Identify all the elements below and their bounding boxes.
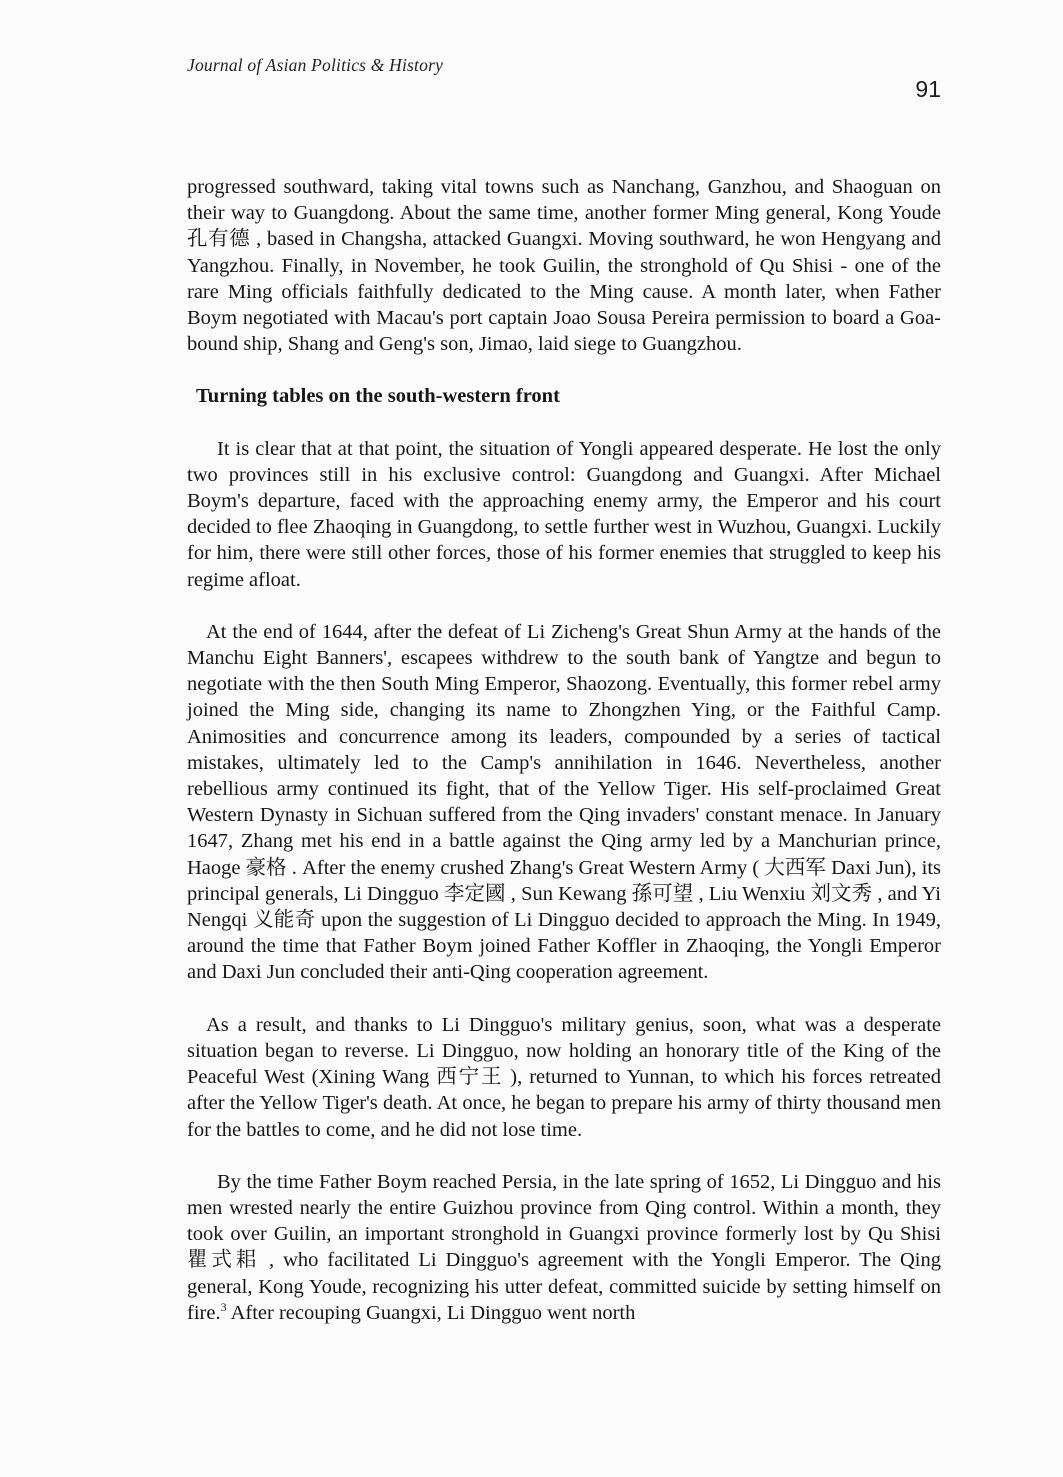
footnote-marker: 3 (220, 1299, 227, 1314)
paragraph: As a result, and thanks to Li Dingguo's military genius, soon, what was a desperate situation began to reverse. Li Dingguo, now holding an honorary title of the King of the Peaceful West (Xining Wang 西宁王 ), returned to Yunnan, to which his forces retreated after the Yellow Tiger's death. At once, he began to prepare his army of thirty thousand men for the battles to come, and he did not lose time. (187, 1013, 941, 1141)
paragraph-text: By the time Father Boym reached Persia, in the late spring of 1652, Li Dingguo and his men wrested nearly the entire Guizhou province from Qing control. Within a month, they took over Guilin, an important stronghold in Guangxi province formerly lost by Qu Shisi 瞿式耜 , who facilitated Li Dingguo's agreement with the Yongli Emperor. The Qing general, Kong Youde, recognizing his utter defeat, committed suicide by setting himself on fire. (187, 1170, 941, 1324)
paragraph (187, 1169, 941, 1326)
paragraph: It is clear that at that point, the situation of Yongli appeared desperate. He lost the only two provinces still in his exclusive control: Guangdong and Guangxi. After Michael Boym's departure, faced with the approaching enemy army, the Emperor and his court decided to flee Zhaoqing in Guangdong, to settle further west in Wuzhou, Guangxi. Luckily for him, there were still other forces, those of his former enemies that struggled to keep his regime afloat. (187, 437, 941, 591)
journal-title: Journal of Asian Politics & History (187, 55, 444, 75)
section-heading: Turning tables on the south-western front (196, 385, 560, 408)
page-number: 91 (915, 76, 941, 102)
paragraph-continuation: progressed southward, taking vital towns such as Nanchang, Ganzhou, and Shaoguan on their way to Guangdong. About the same time, another former Ming general, Kong Youde 孔有德 , based in Changsha, attacked Guangxi. Moving southward, he won Hengyang and Yangzhou. Finally, in November, he took Guilin, the stronghold of Qu Shisi - one of the rare Ming officials faithfully dedicated to the Ming cause. A month later, when Father Boym negotiated with Macau's port captain Joao Sousa Pereira permission to board a Goa-bound ship, Shang and Geng's son, Jimao, laid siege to Guangzhou. (187, 176, 941, 356)
article-body (187, 174, 941, 1352)
paragraph: At the end of 1644, after the defeat of Li Zicheng's Great Shun Army at the hands of the Manchu Eight Banners', escapees withdrew to the south bank of Yangtze and begun to negotiate with the then South Ming Emperor, Shaozong. Eventually, this former rebel army joined the Ming side, changing its name to Zhongzhen Ying, or the Faithful Camp. Animosities and concurrence among its leaders, compounded by a series of tactical mistakes, ultimately led to the Camp's annihilation in 1646. Nevertheless, another rebellious army continued its fight, that of the Yellow Tiger. His self-proclaimed Great Western Dynasty in Sichuan suffered from the Qing invaders' constant menace. In January 1647, Zhang met his end in a battle against the Qing army led by a Manchurian prince, Haoge 豪格 . After the enemy crushed Zhang's Great Western Army ( 大西军 Daxi Jun), its principal generals, Li Dingguo 李定國 , Sun Kewang 孫可望 , Liu Wenxiu 刘文秀 , and Yi Nengqi 义能奇 upon the suggestion of Li Dingguo decided to approach the Ming. In 1949, around the time that Father Boym joined Father Koffler in Zhaoqing, the Yongli Emperor and Daxi Jun concluded their anti-Qing cooperation agreement. (187, 620, 941, 984)
paragraph-text: After recouping Guangxi, Li Dingguo went north (226, 1301, 636, 1324)
